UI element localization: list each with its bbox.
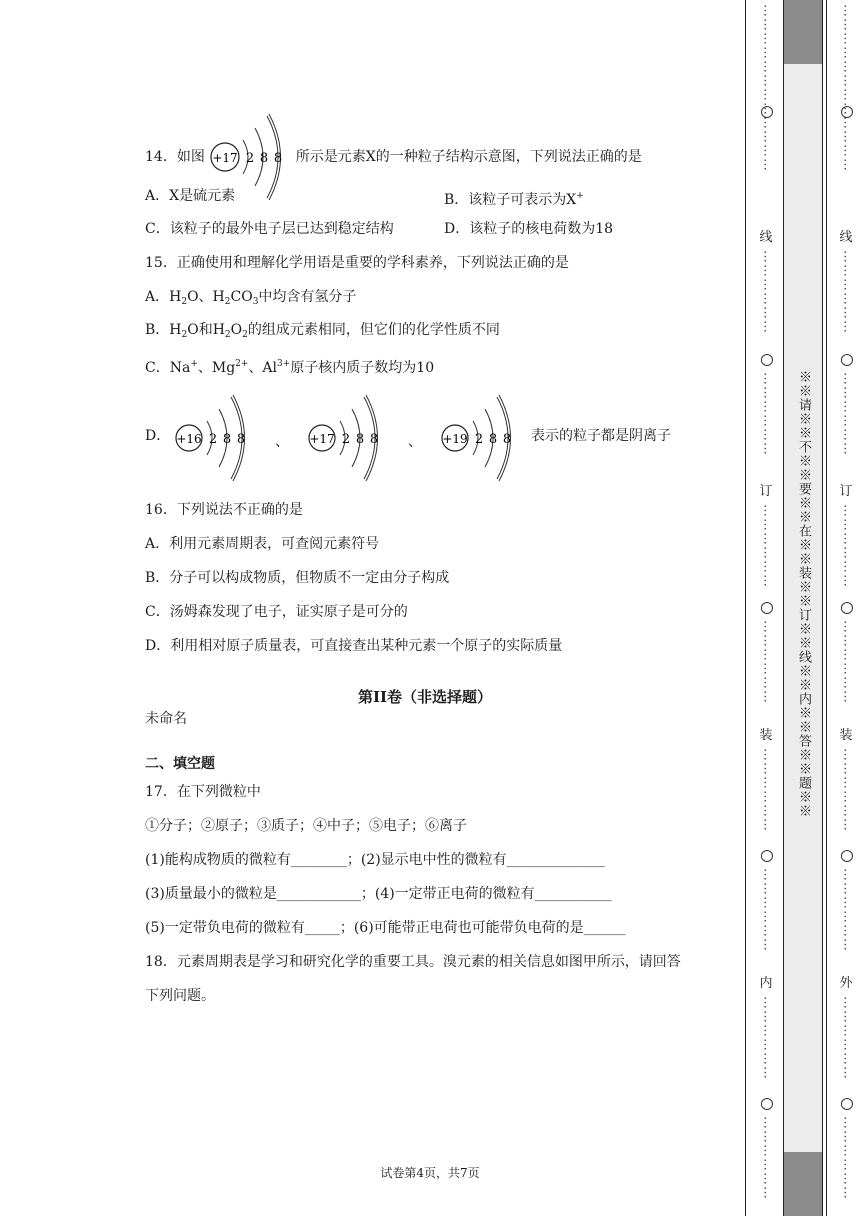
nucleus-label: +17 — [308, 432, 335, 446]
circle-mark — [761, 1098, 773, 1110]
atom-structure-diagram — [441, 391, 523, 481]
circle-mark — [841, 850, 853, 862]
q17-list: ①分子；②原子；③质子；④中子；⑤电子；⑥离子 — [145, 818, 467, 834]
shell-electrons: 8 — [488, 432, 497, 447]
margin-label: 订 — [839, 484, 853, 499]
shell-electrons: 2 — [246, 151, 255, 166]
shell-electrons: 8 — [502, 432, 511, 447]
q18-line-1: 18．元素周期表是学习和研究化学的重要工具。溴元素的相关信息如图甲所示，请回答 — [145, 954, 681, 970]
nucleus-label: +16 — [176, 432, 202, 446]
q15-option-c: C．Na+、$Mg^{2+}$、$Al^{3+}$原子核内质子数均为10 — [145, 359, 435, 376]
q15-stem: 15．正确使用和理解化学用语是重要的学科素养，下列说法正确的是 — [145, 255, 569, 271]
shell-electrons: 8 — [369, 432, 378, 447]
q18-line-2: 下列问题。 — [145, 988, 215, 1004]
shell-electrons: 2 — [341, 432, 350, 447]
q16-option-c: C．汤姆森发现了电子，证实原子是可分的 — [145, 604, 408, 620]
q14-option-a: A．X是硫元素 — [145, 188, 236, 204]
nucleus-label: +17 — [212, 151, 238, 165]
separator: 、 — [275, 434, 290, 450]
margin-label: 订 — [759, 484, 773, 499]
atom-structure-diagram — [308, 391, 390, 481]
strip-cap-top — [784, 0, 822, 64]
strip-cap-bottom — [784, 1152, 822, 1216]
shell-electrons: 8 — [236, 432, 245, 447]
q14-option-b: B．该粒子可表示为X+ — [444, 191, 584, 208]
q15-option-d — [145, 390, 671, 482]
shell-electrons: 8 — [222, 432, 231, 447]
circle-mark — [761, 354, 773, 366]
q17-line-2: (3)质量最小的微粒是____________；(4)一定带正电荷的微粒有___________ — [145, 886, 612, 902]
shell-electrons: 8 — [274, 151, 283, 166]
q14-prefix: 14．如图 — [145, 149, 205, 165]
atom-structure-diagram — [175, 391, 257, 481]
section-subtitle: 未命名 — [145, 711, 187, 727]
q14-option-c: C．该粒子的最外电子层已达到稳定结构 — [145, 221, 394, 237]
q16-option-b: B．分子可以构成物质，但物质不一定由分子构成 — [145, 570, 450, 586]
nucleus-label: +19 — [441, 432, 468, 446]
q17-line-1: (1)能构成物质的微粒有________；(2)显示电中性的微粒有______________ — [145, 852, 605, 868]
binding-notice-strip — [783, 0, 823, 1216]
option-label: D． — [145, 428, 171, 444]
circle-mark — [761, 850, 773, 862]
margin-rule — [745, 0, 746, 1216]
margin-label: 内 — [759, 976, 773, 991]
q17-stem: 17．在下列微粒中 — [145, 784, 261, 800]
circle-mark — [841, 106, 853, 118]
q15-option-b: B．$H_2O$和$H_2O_2$的组成元素相同，但它们的化学性质不同 — [145, 322, 500, 340]
section-title: 第II卷（非选择题） — [357, 688, 493, 706]
margin-rule — [826, 0, 827, 1216]
section-heading: 二、填空题 — [145, 756, 215, 772]
circle-mark — [761, 106, 773, 118]
margin-label: 装 — [759, 728, 773, 743]
circle-mark — [841, 1098, 853, 1110]
shell-electrons: 8 — [260, 151, 269, 166]
margin-label: 装 — [839, 728, 853, 743]
q16-option-a: A．利用元素周期表，可查阅元素符号 — [145, 536, 380, 552]
margin-label: 线 — [759, 230, 773, 245]
binding-notice: ※※请※※不※※要※※在※※装※※订※※线※※内※※答※※题※※ — [796, 370, 811, 818]
q14-option-d: D．该粒子的核电荷数为18 — [444, 221, 614, 237]
q14-suffix: 所示是元素X的一种粒子结构示意图，下列说法正确的是 — [295, 149, 642, 165]
q15-option-a: A．$H_2O$、$H_2CO_3$中均含有氢分子 — [145, 289, 357, 307]
shell-electrons: 2 — [474, 432, 483, 447]
q15-option-d-text: 表示的粒子都是阴离子 — [530, 428, 671, 444]
circle-mark — [761, 602, 773, 614]
shell-electrons: 2 — [208, 432, 217, 447]
page-footer: 试卷第4页，共7页 — [380, 1166, 480, 1180]
margin-label: 外 — [839, 976, 853, 991]
shell-electrons: 8 — [355, 432, 364, 447]
separator: 、 — [408, 434, 423, 450]
q16-stem: 16．下列说法不正确的是 — [145, 502, 303, 518]
q17-line-3: (5)一定带负电荷的微粒有_____；(6)可能带正电荷也可能带负电荷的是______ — [145, 920, 626, 936]
q16-option-d: D．利用相对原子质量表，可直接查出某种元素一个原子的实际质量 — [145, 638, 563, 654]
circle-mark — [841, 602, 853, 614]
margin-label: 线 — [839, 230, 853, 245]
circle-mark — [841, 354, 853, 366]
